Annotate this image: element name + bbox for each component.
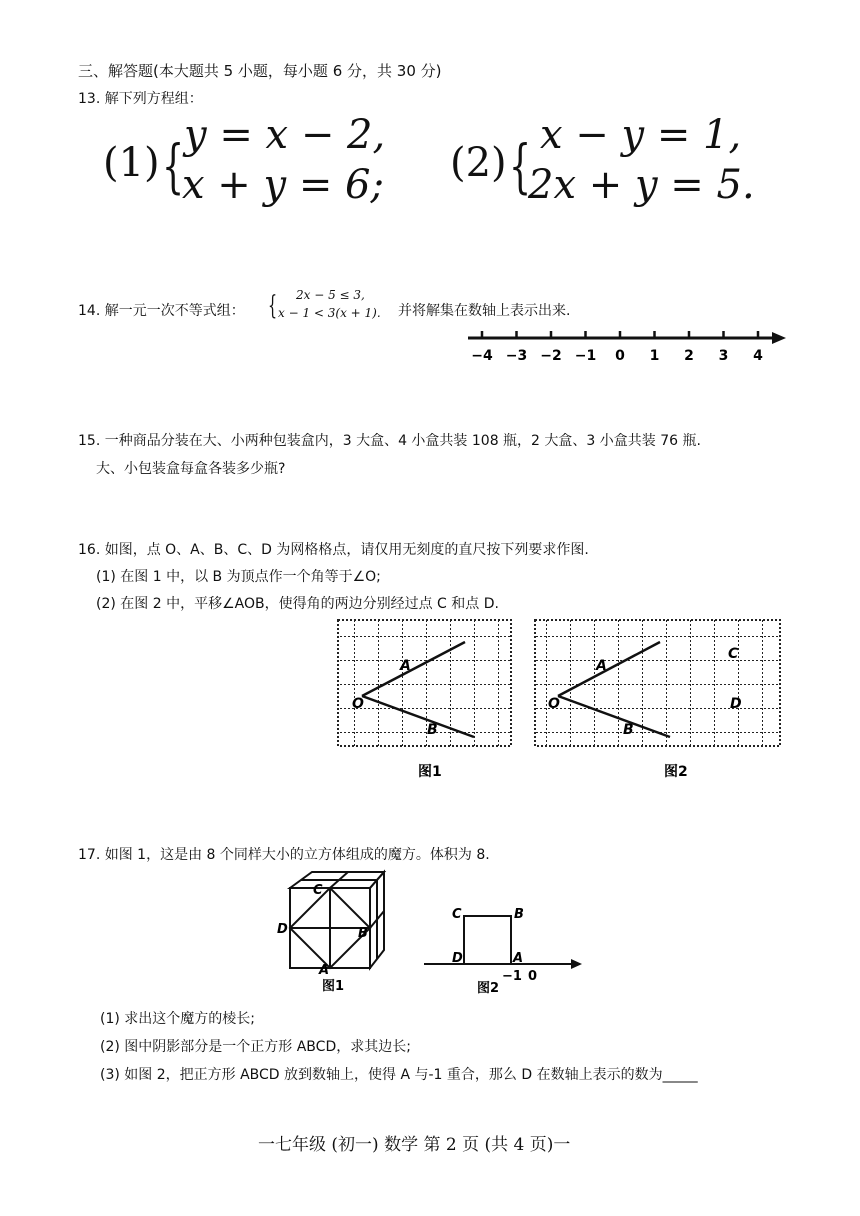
q13-part1-brace: { bbox=[162, 132, 185, 200]
q17-axis-neg1: −1 bbox=[502, 969, 522, 984]
q15-line2: 大、小包装盒每盒各装多少瓶? bbox=[96, 461, 286, 477]
number-line-tick-label: 0 bbox=[615, 348, 625, 364]
q16-fig2-grid bbox=[535, 620, 780, 746]
q17-cube bbox=[290, 872, 384, 968]
q13-part2-label: (2) bbox=[450, 140, 507, 186]
q16-figures bbox=[330, 612, 790, 782]
q16-fig2-label-a: A bbox=[596, 658, 607, 674]
number-line-tick-label: 3 bbox=[718, 348, 729, 364]
q13-part2-brace: { bbox=[509, 132, 532, 200]
q13-part1-eq1: y = x − 2, bbox=[184, 112, 386, 158]
q17-item2: (2) 图中阴影部分是一个正方形 ABCD，求其边长; bbox=[100, 1039, 411, 1055]
q17-axis-zero: 0 bbox=[528, 969, 538, 984]
q16-fig1-label-o: O bbox=[352, 696, 364, 712]
q13-part1-eq2: x + y = 6; bbox=[182, 162, 384, 208]
q17-cube-label-a: A bbox=[319, 963, 330, 978]
q17-square bbox=[464, 916, 511, 964]
q13-part2-eq2: 2x + y = 5. bbox=[528, 162, 755, 208]
number-line-tick-label: −4 bbox=[471, 348, 493, 364]
number-line-tick-label: −3 bbox=[505, 348, 528, 364]
q16-fig1-caption: 图1 bbox=[418, 764, 442, 780]
q17-item3: (3) 如图 2，把正方形 ABCD 放到数轴上，使得 A 与-1 重合，那么 D 在数轴上表示的数为_____ bbox=[100, 1067, 698, 1083]
q17-cube-label-c: C bbox=[313, 883, 323, 898]
q17-item1: (1) 求出这个魔方的棱长; bbox=[100, 1011, 255, 1027]
q14-brace: { bbox=[268, 291, 278, 321]
q17-square-label-c: C bbox=[452, 907, 462, 922]
q17-square-label-b: B bbox=[514, 907, 524, 922]
q16-fig2-label-c: C bbox=[728, 646, 739, 662]
q17-line1: 17. 如图 1，这是由 8 个同样大小的立方体组成的魔方。体积为 8. bbox=[78, 847, 490, 863]
q14-title: 14. 解一元一次不等式组： bbox=[78, 303, 245, 319]
number-line-tick-label: 1 bbox=[649, 348, 660, 364]
q14-ineq2: x − 1 < 3(x + 1). bbox=[278, 306, 381, 320]
q17-figures bbox=[272, 866, 592, 998]
section-heading: 三、解答题(本大题共 5 小题，每小题 6 分，共 30 分) bbox=[78, 62, 442, 80]
q16-fig1-grid bbox=[338, 620, 511, 746]
number-line-tick-label: −2 bbox=[540, 348, 562, 364]
q15-line1: 15. 一种商品分装在大、小两种包装盒内，3 大盒、4 小盒共装 108 瓶，2 大盒、3 小盒共装 76 瓶. bbox=[78, 433, 701, 449]
page-footer: 一七年级 (初一) 数学 第 2 页 (共 4 页)一 bbox=[258, 1135, 571, 1155]
q17-fig2-caption: 图2 bbox=[477, 981, 500, 996]
q13-part1-label: (1) bbox=[103, 140, 160, 186]
q17-square-label-d: D bbox=[452, 951, 463, 966]
q17-fig1-caption: 图1 bbox=[322, 979, 345, 994]
q17-cube-label-b: B bbox=[358, 926, 368, 941]
q14-number-line bbox=[460, 318, 790, 368]
q13-part2-eq1: x − y = 1, bbox=[540, 112, 742, 158]
number-line-tick-label: 4 bbox=[753, 348, 763, 364]
q13-title: 13. 解下列方程组： bbox=[78, 91, 203, 107]
q17-cube-label-d: D bbox=[277, 922, 288, 937]
q14-ineq1: 2x − 5 ≤ 3, bbox=[296, 288, 365, 302]
q16-fig2-label-o: O bbox=[548, 696, 560, 712]
number-line-tick-label: −1 bbox=[574, 348, 597, 364]
q16-line1: 16. 如图，点 O、A、B、C、D 为网格格点，请仅用无刻度的直尺按下列要求作图. bbox=[78, 542, 589, 558]
q16-fig2-label-b: B bbox=[623, 722, 634, 738]
q17-square-label-a: A bbox=[513, 951, 524, 966]
q16-fig2-caption: 图2 bbox=[664, 764, 688, 780]
q16-fig1-label-b: B bbox=[427, 722, 438, 738]
q14-suffix: 并将解集在数轴上表示出来. bbox=[398, 303, 571, 319]
number-line-tick-label: 2 bbox=[684, 348, 694, 364]
q16-fig2-label-d: D bbox=[730, 696, 742, 712]
q16-fig1-label-a: A bbox=[400, 658, 411, 674]
q16-item2: (2) 在图 2 中，平移∠AOB，使得角的两边分别经过点 C 和点 D. bbox=[96, 596, 499, 612]
q16-item1: (1) 在图 1 中，以 B 为顶点作一个角等于∠O; bbox=[96, 569, 381, 585]
